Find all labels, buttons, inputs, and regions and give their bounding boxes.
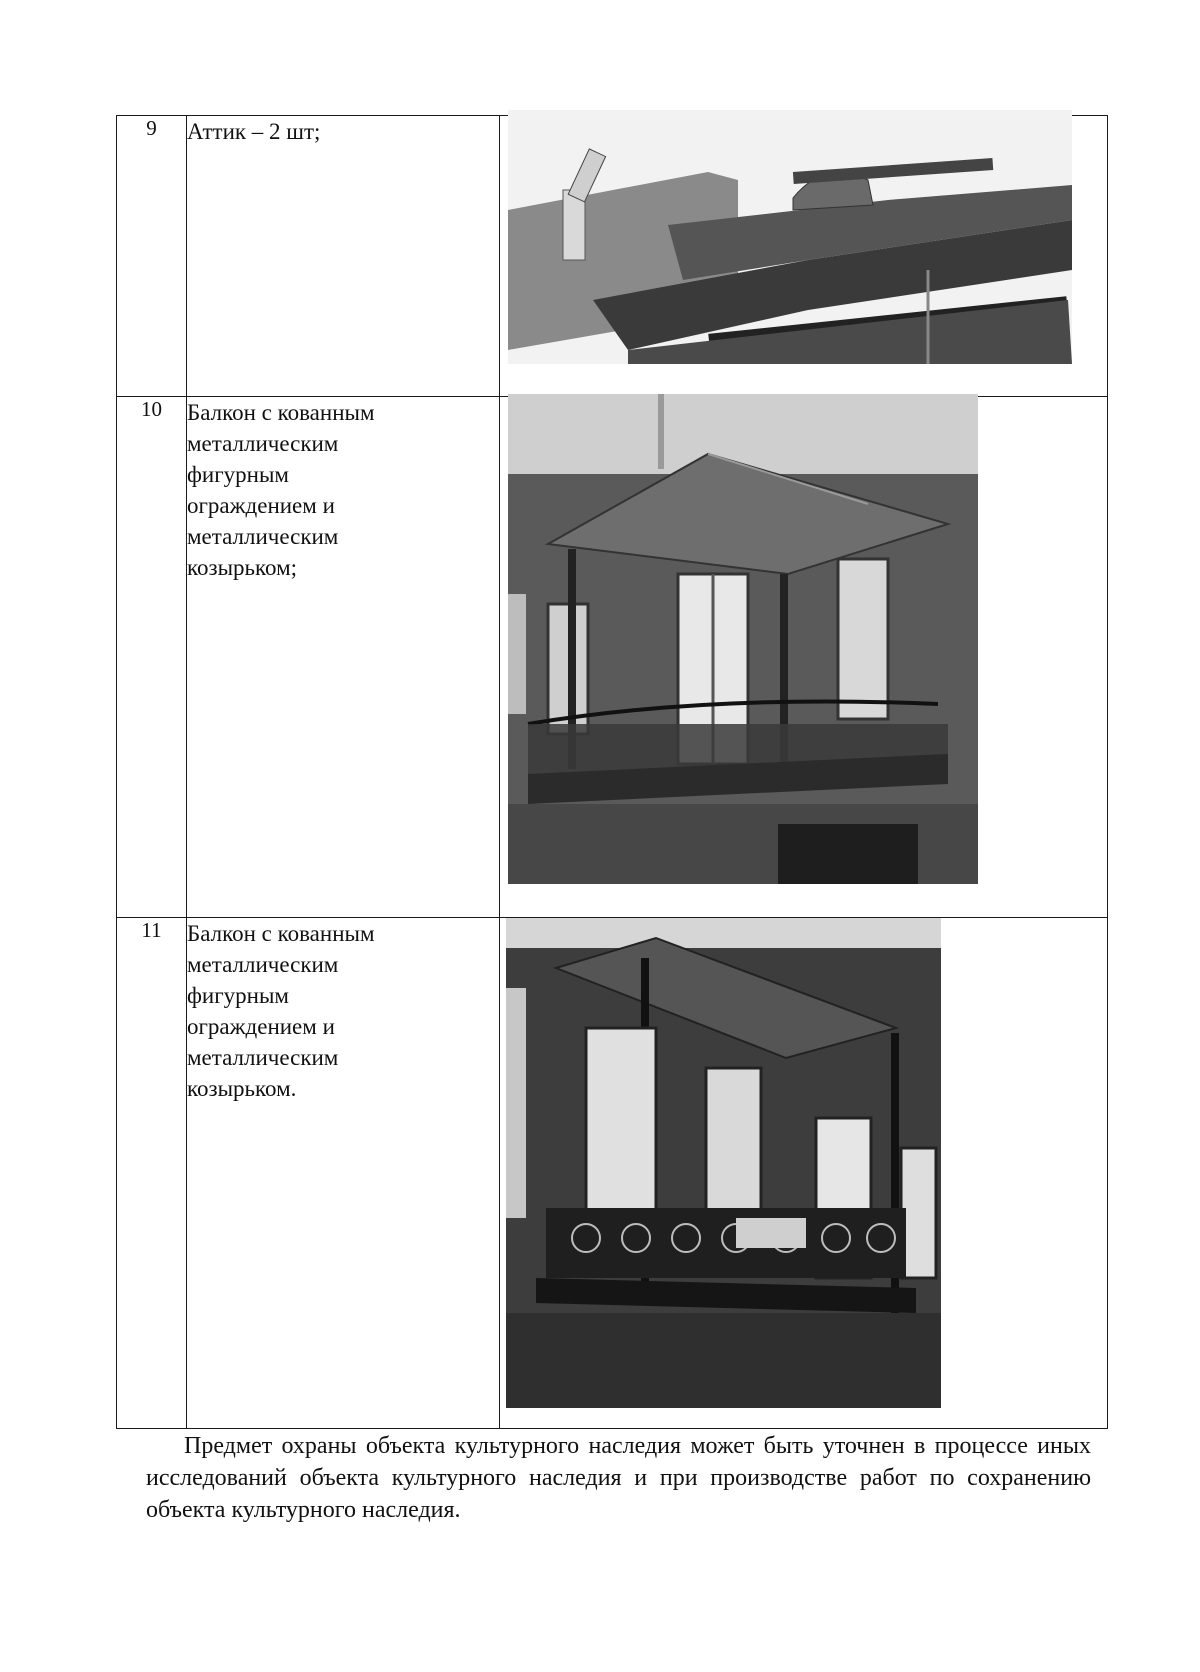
row-number: 9 xyxy=(117,116,187,397)
table-row xyxy=(117,116,1108,397)
table-row xyxy=(117,397,1108,918)
balcony-photo xyxy=(500,394,1107,884)
table-row xyxy=(117,918,1108,1429)
balcony-railing-photo xyxy=(500,918,1107,1408)
heritage-elements-table xyxy=(116,115,1108,1429)
element-description: Аттик – 2 шт; xyxy=(187,116,500,397)
footnote-paragraph: Предмет охраны объекта культурного наследия может быть уточнен в процессе иных исследований объекта культурного наследия и при производстве работ по сохранению объекта культурного наследия. xyxy=(146,1433,1091,1523)
element-description: Балкон с кованным металлическим фигурным ограждением и металлическим козырьком; xyxy=(187,397,500,918)
row-number: 10 xyxy=(117,397,187,918)
element-description: Балкон с кованным металлическим фигурным ограждением и металлическим козырьком. xyxy=(187,918,500,1429)
attic-photo xyxy=(500,110,1107,364)
row-number: 11 xyxy=(117,918,187,1429)
